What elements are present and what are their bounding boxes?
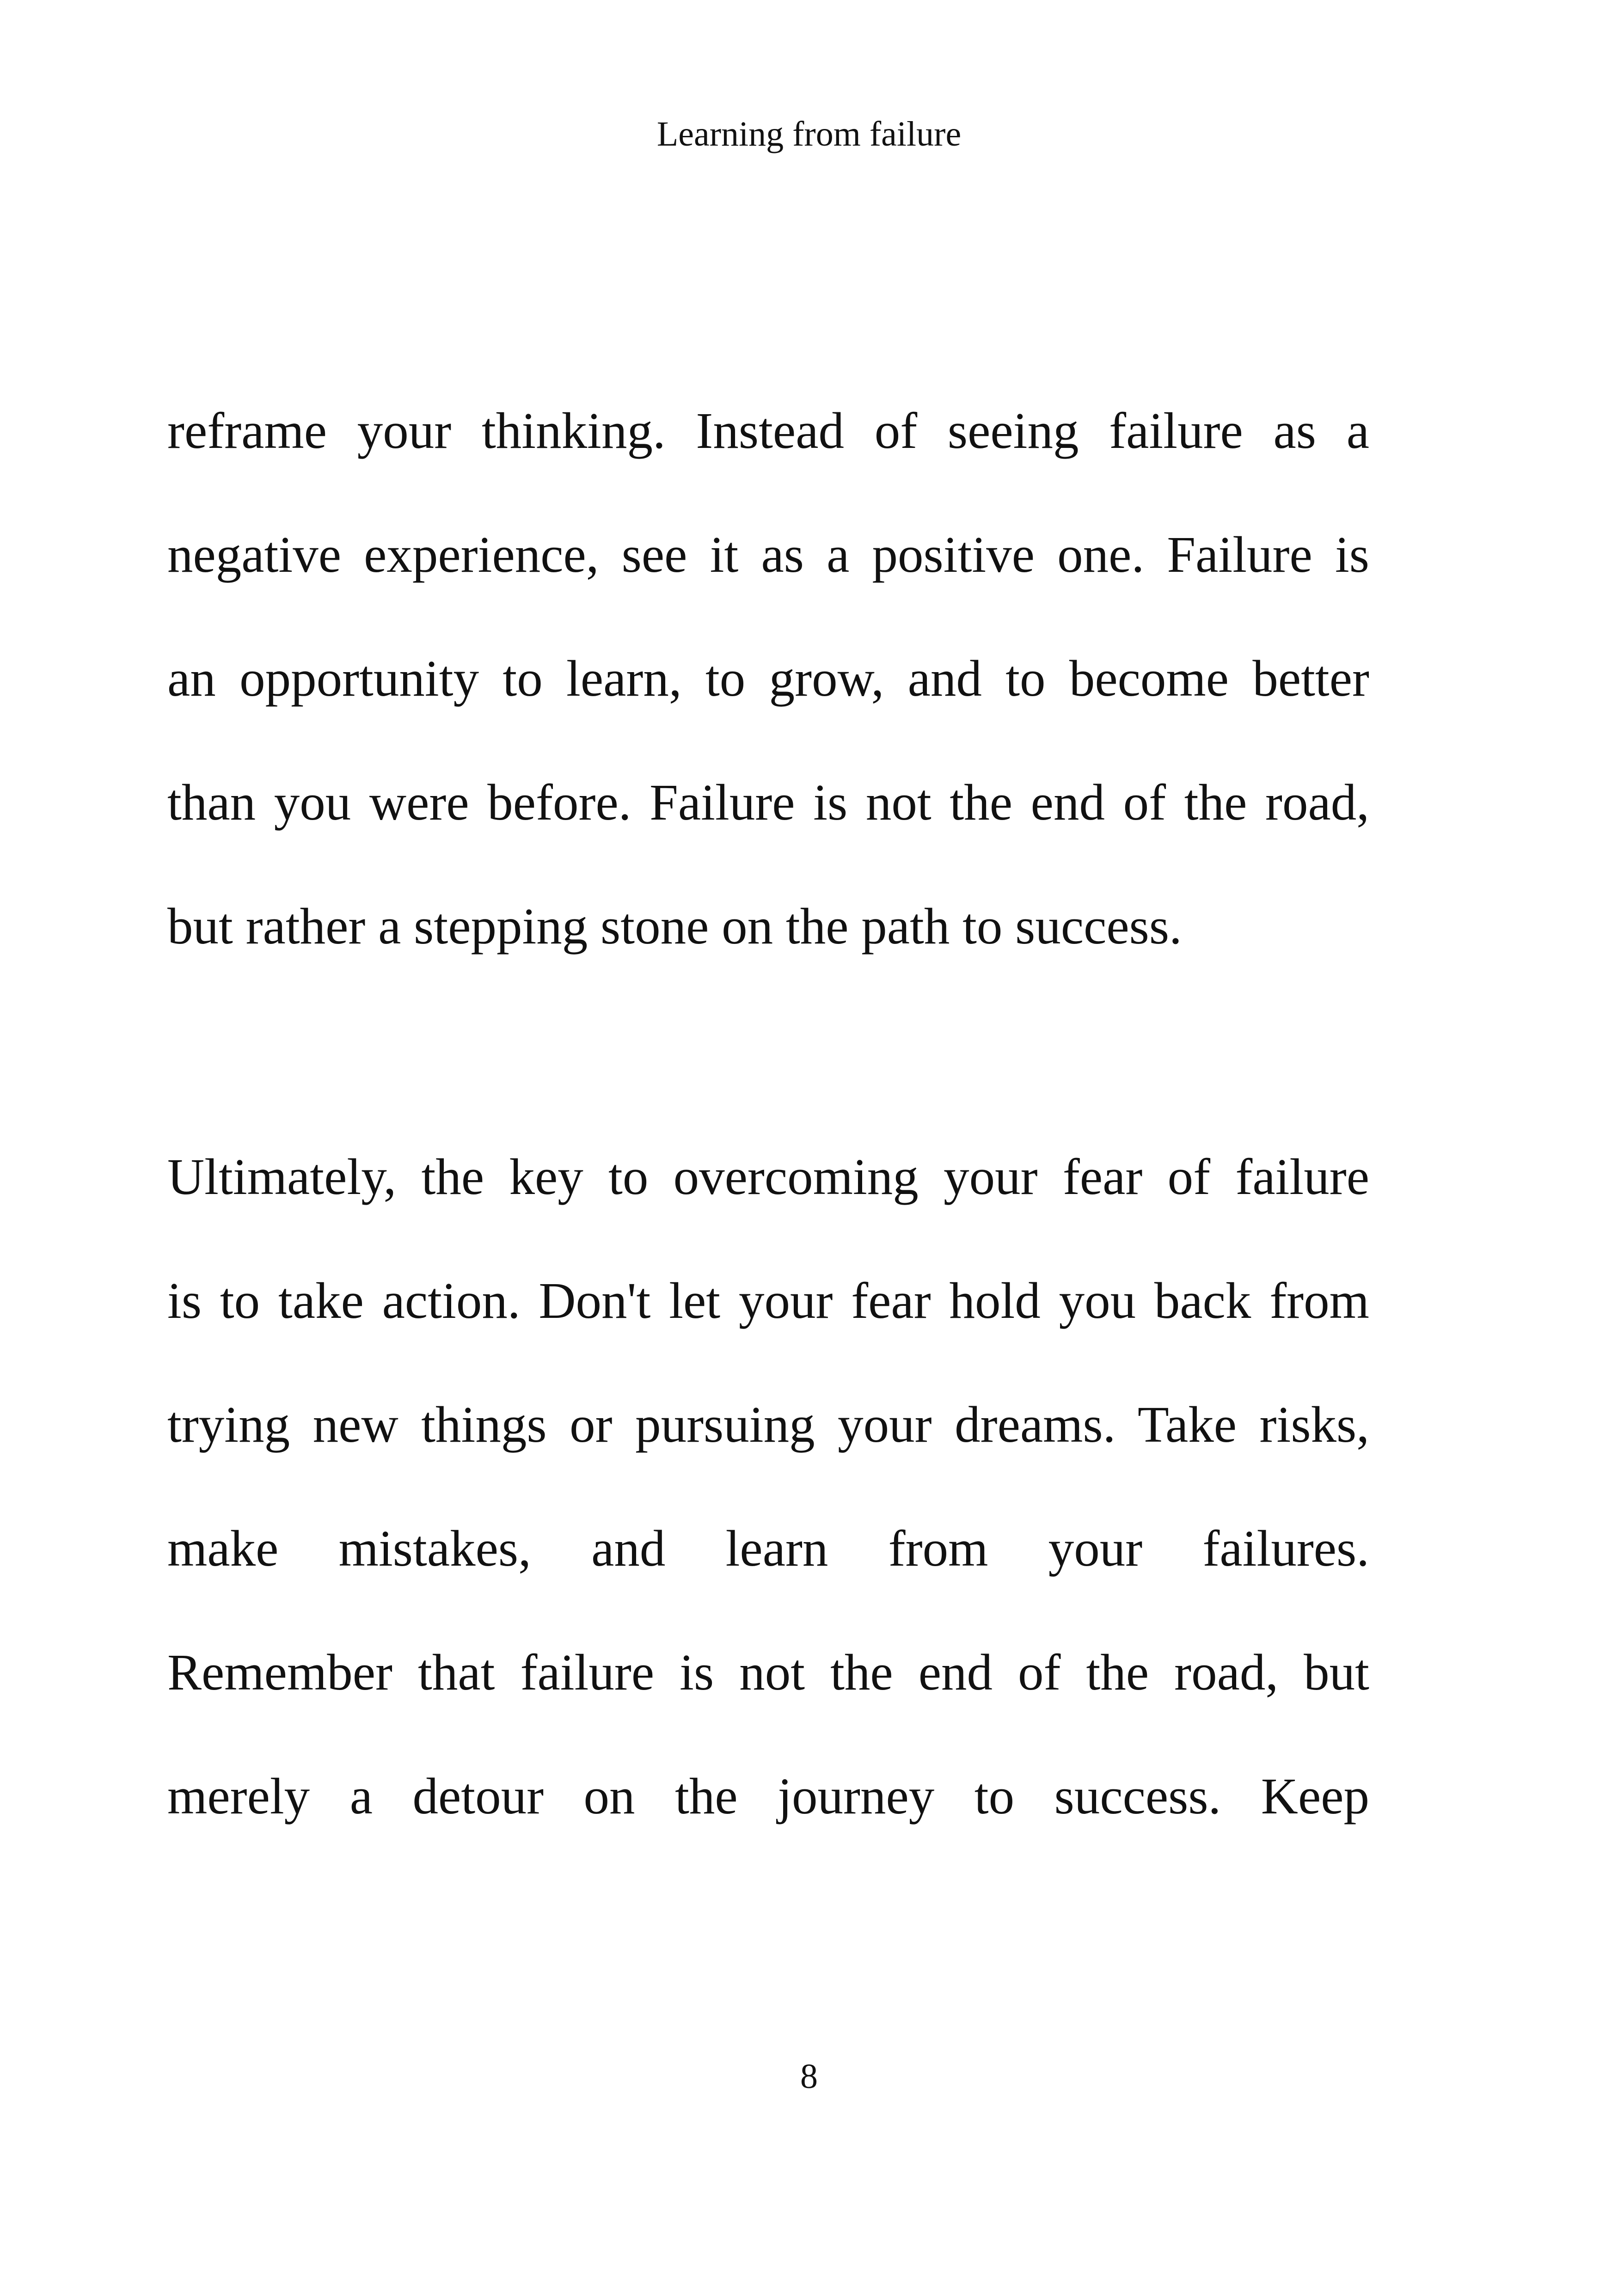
text-line: than you were before. Failure is not the end of the road, [167, 774, 1369, 831]
text-line: Remember that failure is not the end of the road, but [167, 1644, 1369, 1701]
text-line: Ultimately, the key to overcoming your fear of failure [167, 1149, 1369, 1206]
text-line: reframe your thinking. Instead of seeing failure as a [167, 403, 1369, 459]
text-line: an opportunity to learn, to grow, and to become better [167, 650, 1369, 707]
text-line: is to take action. Don't let your fear hold you back from [167, 1273, 1369, 1329]
paragraph-2 [167, 1147, 1369, 1891]
text-line: negative experience, see it as a positive one. Failure is [167, 527, 1369, 583]
text-line: merely a detour on the journey to success. Keep [167, 1768, 1369, 1825]
text-line: trying new things or pursuing your dreams. Take risks, [167, 1396, 1369, 1453]
paragraph-1 [167, 401, 1369, 1021]
running-header: Learning from failure [656, 115, 962, 153]
text-line: make mistakes, and learn from your failures. [167, 1520, 1369, 1577]
text-line: but rather a stepping stone on the path to success. [167, 898, 1182, 955]
page-number: 8 [800, 2057, 818, 2096]
